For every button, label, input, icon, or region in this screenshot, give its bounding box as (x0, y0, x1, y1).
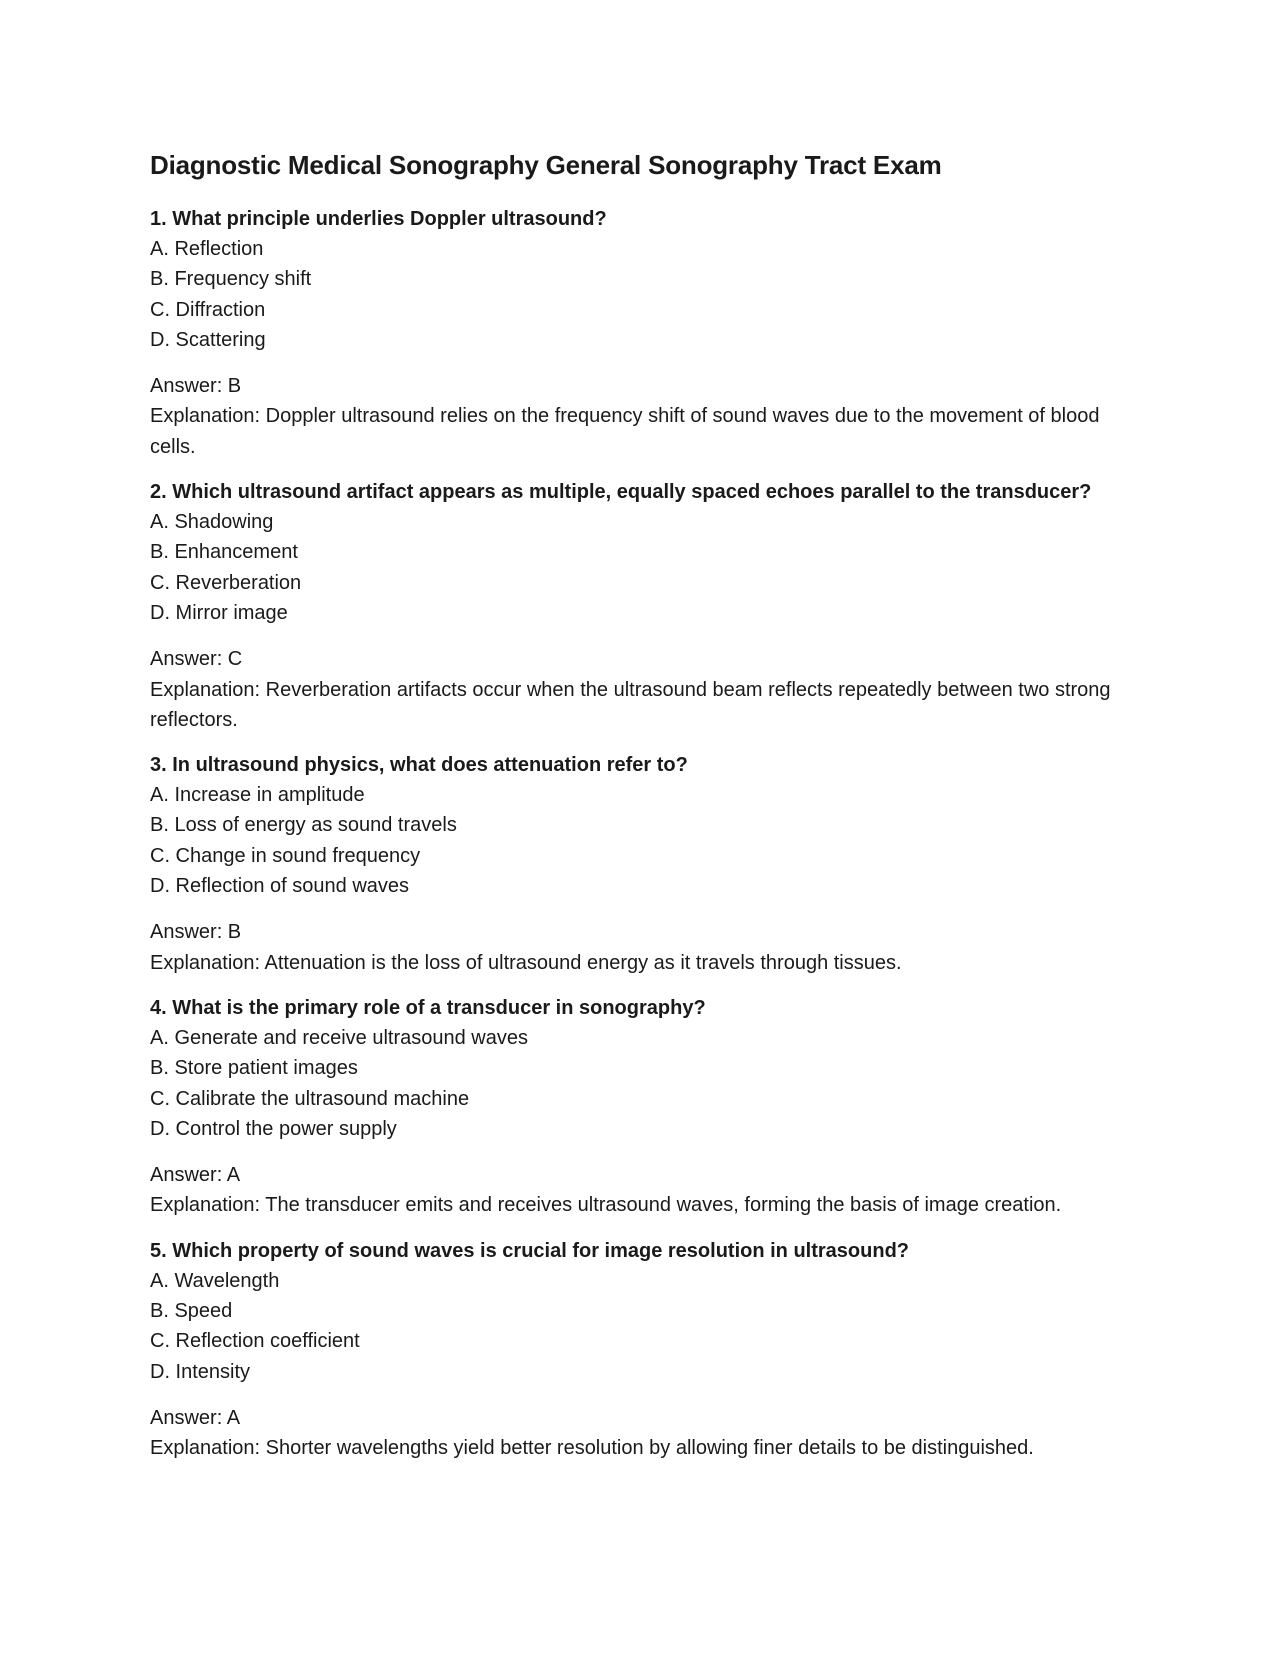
option-c: C. Change in sound frequency (150, 844, 421, 867)
option-c: C. Diffraction (150, 298, 266, 321)
answer-block (150, 644, 1130, 735)
question-block (150, 204, 1130, 462)
option-c: C. Reflection coefficient (150, 1330, 360, 1353)
question-text: 2. Which ultrasound artifact appears as multiple, equally spaced echoes parallel to the transducer? (150, 481, 1092, 504)
explanation-text: Explanation: Shorter wavelengths yield better resolution by allowing finer details to be distinguished. (150, 1437, 1034, 1460)
question-text: 4. What is the primary role of a transducer in sonography? (150, 996, 706, 1019)
question-text: 5. Which property of sound waves is crucial for image resolution in ultrasound? (150, 1239, 910, 1262)
answer-text: Answer: C (150, 648, 243, 671)
option-c: C. Calibrate the ultrasound machine (150, 1087, 470, 1110)
option-a: A. Generate and receive ultrasound waves (150, 1026, 528, 1049)
answer-text: Answer: A (150, 1164, 241, 1187)
explanation-text: Explanation: The transducer emits and receives ultrasound waves, forming the basis of image creation. (150, 1194, 1062, 1217)
option-c: C. Reverberation (150, 571, 302, 594)
document-page (150, 148, 1130, 1479)
answer-text: Answer: A (150, 1406, 241, 1429)
option-b: B. Speed (150, 1300, 233, 1323)
question-block (150, 477, 1130, 735)
question-block (150, 993, 1130, 1221)
explanation-text: Explanation: Attenuation is the loss of ultrasound energy as it travels through tissues. (150, 951, 902, 974)
option-a: A. Increase in amplitude (150, 784, 365, 807)
option-b: B. Enhancement (150, 541, 298, 564)
option-a: A. Reflection (150, 238, 264, 260)
answer-block (150, 917, 1130, 978)
option-a: A. Wavelength (150, 1269, 280, 1292)
option-b: B. Frequency shift (150, 268, 312, 291)
answer-text: Answer: B (150, 921, 242, 944)
document-title: Diagnostic Medical Sonography General Sonography Tract Exam (150, 150, 942, 180)
option-d: D. Intensity (150, 1360, 251, 1383)
option-b: B. Store patient images (150, 1057, 358, 1080)
explanation-text: Explanation: Reverberation artifacts occur when the ultrasound beam reflects repeatedly between two strong reflectors. (150, 678, 1111, 731)
question-block (150, 1236, 1130, 1464)
option-d: D. Reflection of sound waves (150, 875, 410, 898)
question-text: 3. In ultrasound physics, what does attenuation refer to? (150, 754, 688, 777)
option-d: D. Control the power supply (150, 1117, 397, 1140)
answer-text: Answer: B (150, 375, 242, 398)
option-a: A. Shadowing (150, 511, 274, 534)
answer-block (150, 1160, 1130, 1221)
option-d: D. Mirror image (150, 601, 288, 624)
option-d: D. Scattering (150, 328, 266, 351)
explanation-text: Explanation: Doppler ultrasound relies on the frequency shift of sound waves due to the movement of blood cells. (150, 405, 1100, 458)
option-b: B. Loss of energy as sound travels (150, 814, 457, 837)
question-text: 1. What principle underlies Doppler ultrasound? (150, 208, 607, 230)
answer-block (150, 371, 1130, 462)
question-block (150, 750, 1130, 978)
answer-block (150, 1403, 1130, 1464)
